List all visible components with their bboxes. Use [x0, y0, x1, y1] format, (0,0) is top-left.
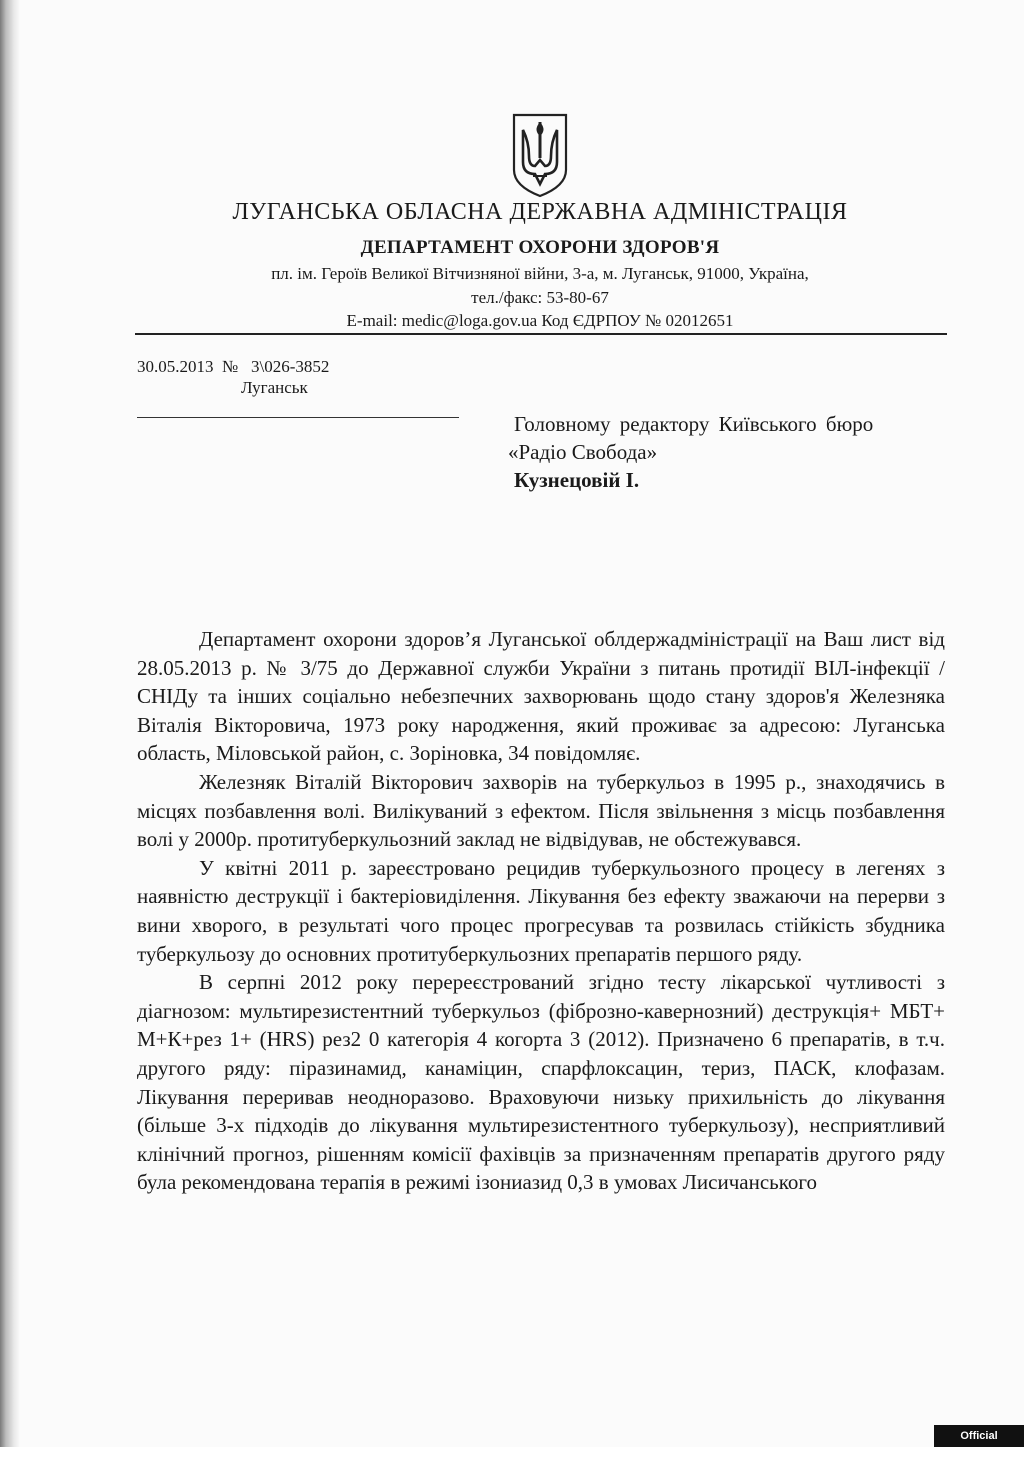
signature-line	[137, 417, 459, 418]
paragraph: В серпні 2012 року перереєстрований згідно тесту лікарської чутливості з діагнозом: мультирезистентний туберкульоз (фіброзно-кавернозний) деструкція+ МБТ+ М+К+рез 1+ (HRS) рез2 0 категорія 4 когорта 3 (2012). Призначено 6 препаратів, в т.ч. другого ряду: піразинамид, канаміцин, спарфлоксацин, териз, ПАСК, клофазам. Лікування переривав неодноразово. Враховуючи низьку прихильність до лікування (більше 3-х підходів до лікування мультирезистентного туберкульозу), несприятливий клінічний прогноз, рішенням комісії фахівців за призначенням препаратів другого ряду була рекомендована терапія в режимі ізониазид 0,3 в умовах Лисичанського	[137, 970, 945, 1195]
paragraph: Департамент охорони здоров’я Луганської облдержадміністрації на Ваш лист від 28.05.2013 р. № 3/75 до Державної служби України з питань протидії ВІЛ-інфекції / СНІДу та інших соціально небезпечних захворювань щодо стану здоров'я Железняка Віталія Вікторовича, 1973 року народження, який проживає за адресою: Луганська область, Міловськой район, с. Зоріновка, 34 повідомляє.	[137, 627, 945, 766]
addressee-title: Головному редактору Київського бюро	[514, 412, 874, 436]
phone-line: тел./факс: 53-80-67	[471, 288, 609, 307]
header-divider	[135, 333, 947, 335]
paragraph: У квітні 2011 р. зареєстровано рецидив туберкульозного процесу в легенях з наявністю деструкції і бактеріовиділення. Лікування без ефекту зважаючи на перерви з вини хворого, в результаті чого процес прогресував та розвилась стійкість збудника туберкульозу до основних протитуберкульозних препаратів першого ряду.	[137, 855, 945, 966]
addressee-name: Кузнецовій І.	[514, 468, 640, 492]
trident-emblem-icon	[511, 112, 569, 198]
address-line: пл. ім. Героїв Великої Вітчизняної війни, 3-а, м. Луганськ, 91000, Україна,	[271, 264, 809, 283]
paragraph: Железняк Віталій Вікторович захворів на туберкульоз в 1995 р., знаходячись в місцях позбавлення волі. Вилікуваний з ефектом. Після звільнення з місць позбавлення волі у 2000р. протитуберкульозний заклад не відвідував, не обстежувався.	[137, 769, 945, 852]
department-title: ДЕПАРТАМЕНТ ОХОРОНИ ЗДОРОВ'Я	[360, 237, 720, 258]
addressee-organization: «Радіо Свобода»	[508, 440, 658, 464]
date-reference: 30.05.2013 № 3\026-3852	[137, 357, 330, 376]
org-title: ЛУГАНСЬКА ОБЛАСНА ДЕРЖАВНА АДМІНІСТРАЦІЯ	[232, 199, 848, 225]
email-line: E-mail: medic@loga.gov.ua Код ЄДРПОУ № 02012651	[346, 311, 734, 330]
city: Луганськ	[241, 378, 308, 397]
official-publication-badge: Official publication	[934, 1425, 1024, 1447]
letter-body	[137, 625, 945, 1197]
